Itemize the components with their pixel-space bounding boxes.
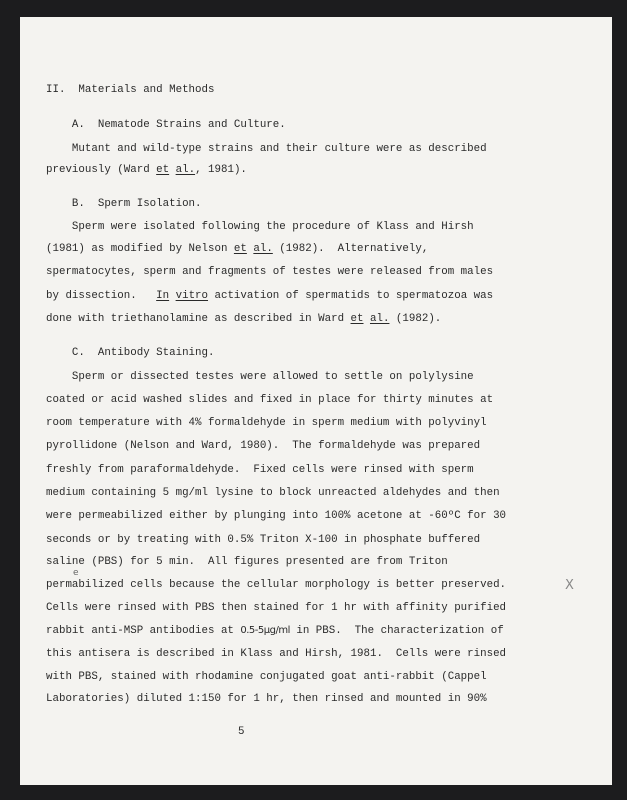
text-segment: permabilized cells because the cellular morphology is better preserved. — [46, 579, 507, 591]
text-line — [46, 164, 247, 176]
text-segment: coated or acid washed slides and fixed in place for thirty minutes at — [46, 394, 494, 406]
text-line — [46, 510, 506, 522]
text-line — [46, 371, 474, 383]
text-line — [46, 487, 500, 499]
text-segment: previously (Ward — [46, 164, 157, 176]
text-segment: (1982). — [389, 313, 442, 325]
text-segment: pyrollidone (Nelson and Ward, 1980). The formaldehyde was prepared — [46, 440, 481, 452]
text-line — [46, 266, 493, 278]
margin-check-mark: X — [565, 578, 574, 593]
underlined-text: al. — [253, 243, 273, 255]
text-segment: were permeabilized either by plunging into 100% acetone at -60ºC for 30 — [46, 510, 507, 522]
text-segment: B. Sperm Isolation. — [46, 198, 202, 210]
text-line — [46, 290, 493, 302]
text-segment: activation of spermatids to spermatozoa was — [208, 290, 494, 302]
underlined-text: al. — [175, 164, 196, 176]
underlined-text: vitro — [175, 290, 209, 302]
text-segment: A. Nematode Strains and Culture. — [46, 119, 286, 131]
underlined-text: et — [156, 164, 170, 176]
underlined-text: al. — [369, 313, 390, 325]
text-line — [46, 143, 487, 155]
text-segment: II. Materials and Methods — [46, 84, 215, 96]
text-line — [46, 671, 487, 683]
handwritten-insert-mark: e — [73, 568, 79, 578]
text-line — [46, 198, 202, 210]
underlined-text: et — [233, 243, 247, 255]
underlined-text: et — [350, 313, 364, 325]
text-segment: room temperature with 4% formaldehyde in sperm medium with polyvinyl — [46, 417, 487, 429]
text-segment: freshly from paraformaldehyde. Fixed cells were rinsed with sperm — [46, 464, 474, 476]
underlined-text: In — [156, 290, 170, 302]
text-line — [46, 221, 474, 233]
text-segment: Sperm or dissected testes were allowed to settle on polylysine — [46, 371, 474, 383]
text-line — [46, 579, 506, 591]
text-line — [46, 464, 474, 476]
text-segment: Laboratories) diluted 1:150 for 1 hr, then rinsed and mounted in 90% — [46, 693, 487, 705]
text-segment: by dissection. — [46, 290, 157, 302]
text-segment: rabbit anti-MSP antibodies at — [46, 625, 241, 637]
text-line — [46, 556, 448, 568]
text-line — [46, 347, 214, 359]
text-segment: seconds or by treating with 0.5% Triton X-100 in phosphate buffered — [46, 534, 481, 546]
text-segment: , 1981). — [195, 164, 247, 176]
text-segment: spermatocytes, sperm and fragments of testes were released from males — [46, 266, 494, 278]
text-segment: medium containing 5 mg/ml lysine to block unreacted aldehydes and then — [46, 487, 500, 499]
text-segment: Cells were rinsed with PBS then stained for 1 hr with affinity purified — [46, 602, 507, 614]
page-number: 5 — [238, 726, 245, 738]
text-line — [46, 648, 506, 660]
text-segment: saline (PBS) for 5 min. All figures presented are from Triton — [46, 556, 448, 568]
text-line — [46, 243, 428, 255]
text-line — [46, 313, 441, 325]
text-segment: C. Antibody Staining. — [46, 347, 215, 359]
text-segment: in PBS. The characterization of — [289, 625, 504, 637]
text-segment: Mutant and wild-type strains and their culture were as described — [46, 143, 487, 155]
text-segment: this antisera is described in Klass and Hirsh, 1981. Cells were rinsed — [46, 648, 507, 660]
text-segment: (1981) as modified by Nelson — [46, 243, 234, 255]
text-line — [46, 84, 214, 96]
text-segment: done with triethanolamine as described in Ward — [46, 313, 351, 325]
text-line — [46, 119, 286, 131]
text-line — [46, 394, 493, 406]
text-segment: Sperm were isolated following the procedure of Klass and Hirsh — [46, 221, 474, 233]
text-segment: with PBS, stained with rhodamine conjugated goat anti-rabbit (Cappel — [46, 671, 487, 683]
text-segment: (1982). Alternatively, — [272, 243, 429, 255]
text-line — [46, 534, 480, 546]
text-line — [46, 693, 487, 705]
text-line — [46, 602, 506, 614]
text-line — [46, 440, 480, 452]
handwritten-text: 0.5-5µg/ml — [240, 625, 290, 636]
text-line — [46, 625, 504, 637]
text-line — [46, 417, 487, 429]
